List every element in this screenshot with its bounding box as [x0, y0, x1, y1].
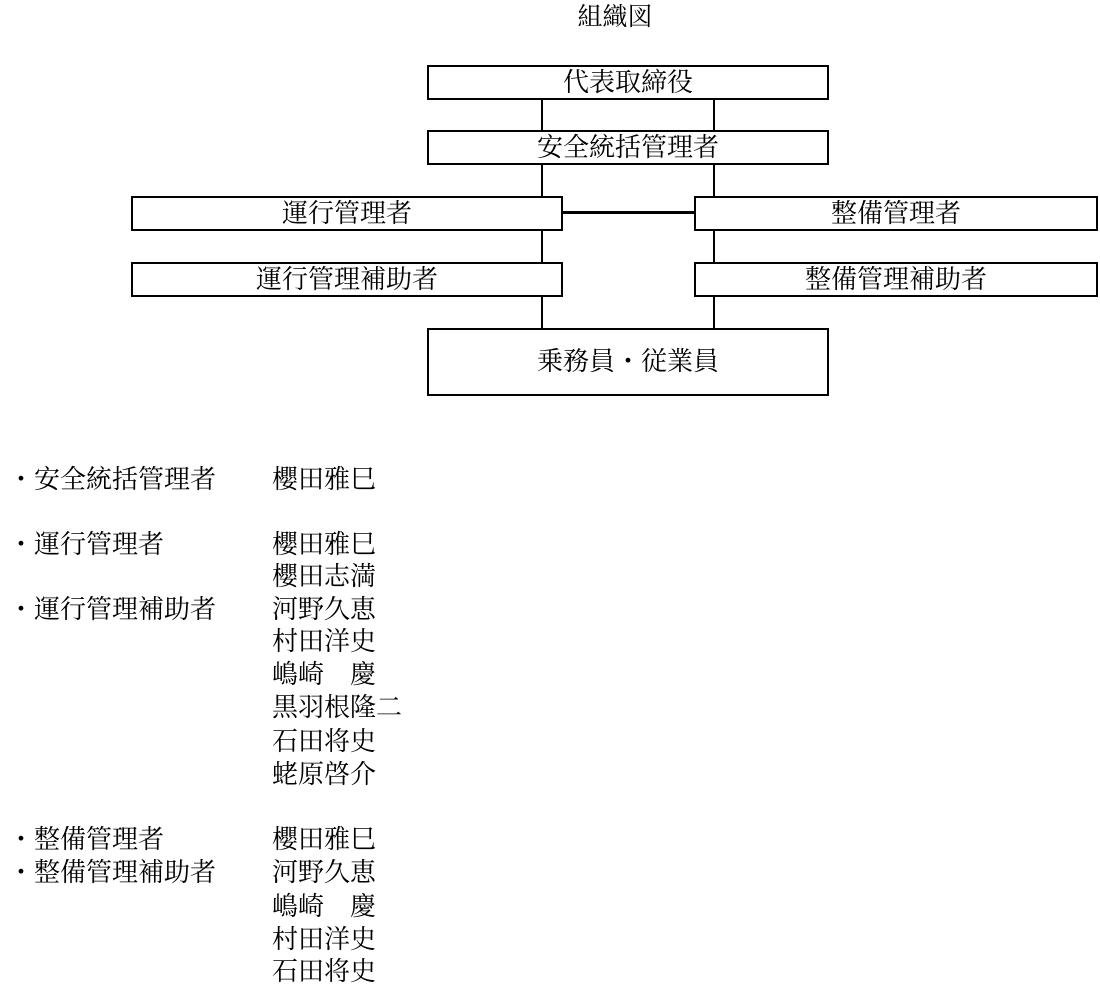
roster-name: 河野久恵 [272, 858, 377, 888]
connector-ceo-safety-right [713, 98, 715, 132]
roster-name: 村田洋史 [272, 627, 377, 657]
connector-operations-maintenance [561, 211, 696, 214]
roster-name: 石田将史 [272, 727, 377, 757]
roster-name: 櫻田雅巳 [272, 530, 377, 560]
box-maintenance-manager: 整備管理者 [694, 196, 1098, 231]
roster-name: 櫻田志満 [272, 562, 377, 592]
roster-name: 黒羽根隆二 [272, 693, 403, 723]
roster-label-safety: ・安全統括管理者 [8, 465, 217, 495]
box-operations-assistant: 運行管理補助者 [131, 262, 563, 297]
box-maintenance-assistant: 整備管理補助者 [694, 262, 1098, 297]
page-title: 組織図 [577, 2, 653, 31]
roster-name: 石田将史 [272, 957, 377, 987]
connector-maintenance-assistant [713, 230, 715, 264]
connector-ceo-safety-left [541, 98, 543, 132]
roster-name: 蛯原啓介 [272, 760, 377, 790]
connector-safety-operations [541, 164, 543, 198]
connector-operations-assistant [541, 230, 543, 264]
roster-name: 嶋崎 慶 [272, 660, 377, 690]
roster-label-maintenance-manager: ・整備管理者 [8, 825, 165, 855]
connector-maintenance-crew [713, 296, 715, 330]
roster-name: 嶋崎 慶 [272, 892, 377, 922]
connector-operations-crew [541, 296, 543, 330]
org-chart [0, 0, 1100, 400]
box-operations-manager: 運行管理者 [131, 196, 563, 231]
box-crew-staff: 乗務員・従業員 [427, 328, 829, 396]
roster-name: 村田洋史 [272, 925, 377, 955]
roster-name: 櫻田雅巳 [272, 825, 377, 855]
roster-name: 河野久恵 [272, 595, 377, 625]
roster-label-maintenance-assistant: ・整備管理補助者 [8, 858, 217, 888]
roster-label-operations-assistant: ・運行管理補助者 [8, 595, 217, 625]
roster-label-operations-manager: ・運行管理者 [8, 530, 165, 560]
connector-safety-maintenance [713, 164, 715, 198]
roster-name: 櫻田雅巳 [272, 465, 377, 495]
box-ceo: 代表取締役 [427, 65, 829, 100]
box-safety-manager: 安全統括管理者 [427, 130, 829, 165]
